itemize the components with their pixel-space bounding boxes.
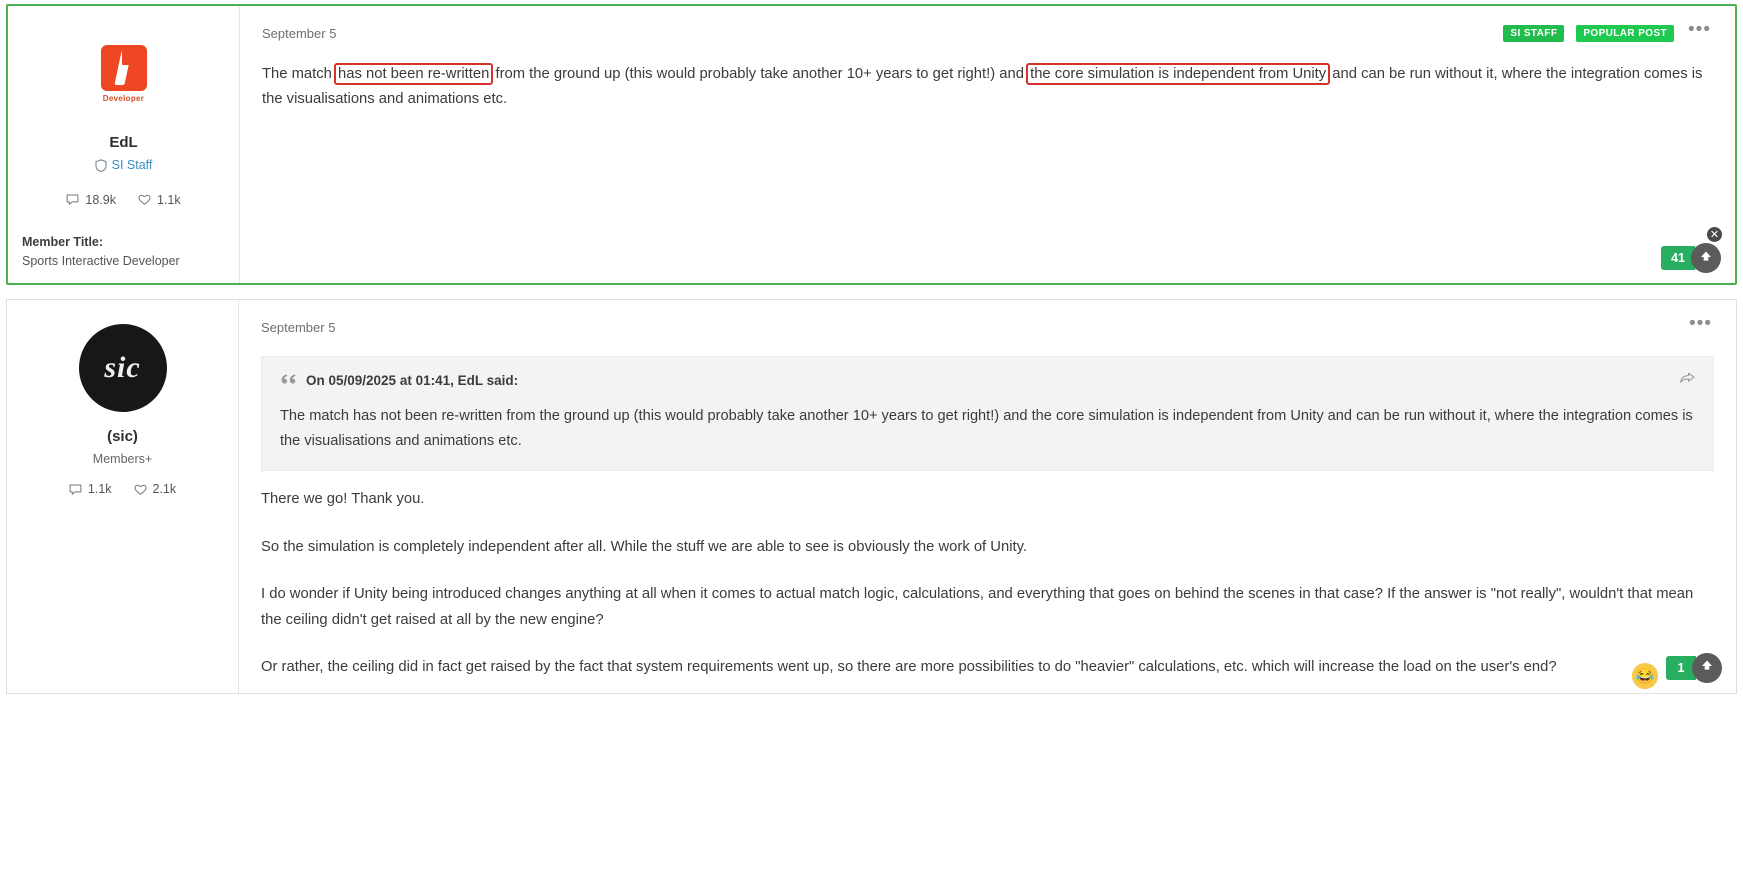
post-date[interactable]: September 5 — [262, 25, 337, 41]
post-options-button[interactable]: ••• — [1689, 313, 1712, 335]
reaction-button[interactable] — [1692, 653, 1722, 683]
member-title-block — [22, 233, 225, 272]
post-paragraph: I do wonder if Unity being introduced changes anything at all when it comes to actual match logic, calculations, and everything that goes on behind the scenes in that case? If the answer is "not really", wouldn't that mean the ceiling didn't get raised at all by the new engine? — [261, 586, 1694, 628]
arrow-up-icon — [1700, 658, 1714, 677]
member-title-value: Sports Interactive Developer — [22, 253, 180, 268]
si-logo-icon — [101, 45, 147, 103]
reaction-widget — [1661, 229, 1721, 273]
reaction-emoji-icon[interactable]: 😂 — [1630, 661, 1660, 691]
post-item-1 — [6, 4, 1737, 285]
heart-icon — [134, 483, 147, 496]
avatar[interactable]: sic — [79, 324, 167, 412]
post-body-column — [239, 300, 1736, 692]
author-post-count — [69, 482, 112, 496]
close-icon[interactable]: ✕ — [1705, 225, 1724, 244]
comment-icon — [66, 193, 79, 206]
status-badge-popular-post: POPULAR POST — [1576, 25, 1674, 42]
reaction-count: 1 — [1666, 656, 1696, 680]
quote-text: The match has not been re-written from the ground up (this would probably take another 10+ years to get right!) and the core simulation is independent from Unity and can be run without it, where the integration comes is the visualisations and animations etc. — [280, 408, 1693, 450]
post-paragraph — [262, 62, 1713, 113]
author-post-count-value: 1.1k — [87, 482, 112, 497]
member-title-label: Member Title: — [22, 234, 104, 249]
shield-icon — [95, 159, 107, 172]
post-paragraph: So the simulation is completely independent after all. While the stuff we are able to see is obviously the work of Unity. — [261, 538, 1027, 555]
author-group[interactable] — [95, 158, 153, 172]
author-reputation-value: 2.1k — [152, 482, 177, 497]
author-name[interactable]: (sic) — [107, 428, 138, 446]
post-paragraph: Or rather, the ceiling did in fact get raised by the fact that system requirements went up, so there are more possibilities to do "heavier" calculations, etc. which will increase the load on the user's end? — [261, 659, 1557, 676]
avatar-wrapper — [21, 324, 224, 412]
status-badge-si-staff: SI STAFF — [1503, 25, 1564, 42]
post-item-2 — [6, 299, 1737, 693]
post-paragraph: There we go! Thank you. — [261, 491, 425, 508]
post-author-column — [7, 300, 239, 692]
quote-block — [261, 356, 1714, 471]
author-rank: Members+ — [92, 452, 153, 467]
post-header — [261, 314, 1714, 340]
post-header-right — [1503, 19, 1713, 42]
post-content — [262, 62, 1713, 113]
reaction-widget — [1635, 653, 1722, 685]
comment-icon — [69, 483, 82, 496]
avatar-wrapper — [22, 30, 225, 118]
post-date[interactable]: September 5 — [261, 319, 336, 335]
author-reputation — [138, 193, 181, 207]
post-author-column — [8, 6, 240, 283]
reaction-count: 41 — [1661, 246, 1695, 270]
author-name[interactable]: EdL — [109, 134, 138, 151]
si-mark-icon — [101, 45, 147, 91]
highlight-box-2: the core simulation is independent from Unity — [1030, 66, 1327, 82]
author-post-count-value: 18.9k — [85, 192, 116, 207]
quote-citation-text: On 05/09/2025 at 01:41, EdL said: — [306, 373, 519, 389]
quote-header — [280, 371, 1695, 390]
text-segment: The match — [262, 66, 337, 82]
avatar[interactable] — [80, 30, 168, 118]
author-stats — [21, 482, 224, 496]
go-to-post-icon[interactable] — [1679, 371, 1695, 390]
highlight-box-1: has not been re-written — [338, 66, 490, 82]
author-post-count — [66, 193, 116, 207]
post-options-button[interactable]: ••• — [1688, 19, 1711, 40]
post-body-column — [240, 6, 1735, 283]
author-group-label: SI Staff — [111, 158, 153, 172]
author-reputation-value: 1.1k — [156, 192, 181, 207]
quote-citation[interactable] — [280, 373, 518, 389]
author-reputation — [134, 482, 177, 496]
post-header-right — [1687, 313, 1714, 335]
arrow-up-icon — [1699, 249, 1713, 268]
post-header — [262, 20, 1713, 46]
author-stats — [22, 193, 225, 207]
post-content — [261, 487, 1714, 680]
avatar-developer-label: Developer — [102, 94, 145, 103]
heart-icon — [138, 193, 151, 206]
reaction-button[interactable] — [1691, 229, 1721, 273]
text-segment: from the ground up (this would probably take another 10+ years to get right!) and — [491, 66, 1029, 82]
quote-icon — [280, 373, 296, 389]
text-segment: and can be run without it, where the integration comes is the visualisations and animations etc. — [262, 66, 1703, 108]
